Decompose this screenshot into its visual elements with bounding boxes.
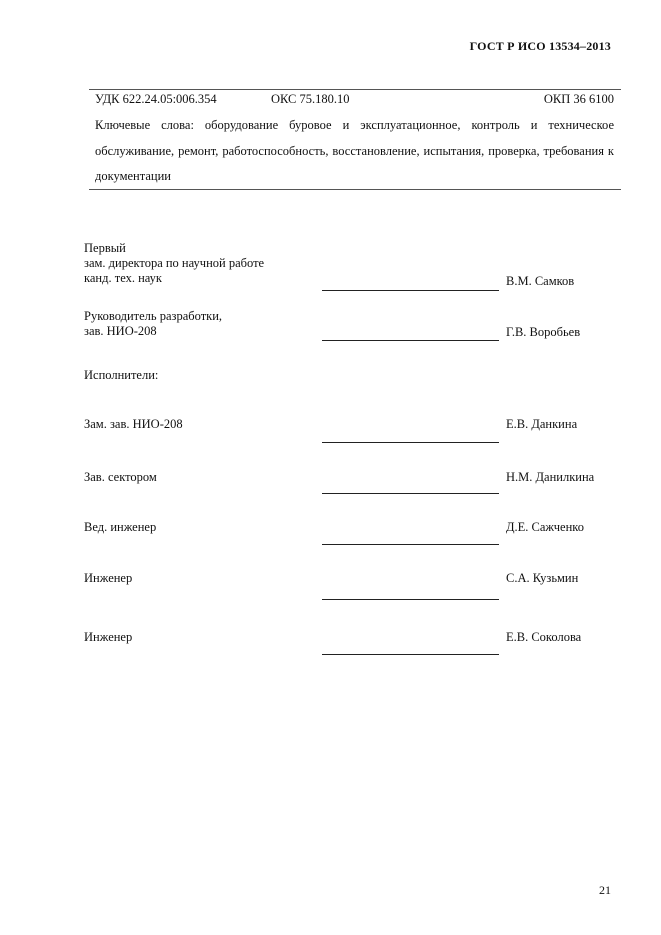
signature-line [322, 442, 499, 443]
oks-code: ОКС 75.180.10 [271, 92, 350, 106]
document-header: ГОСТ Р ИСО 13534–2013 [469, 39, 611, 53]
udk-code: УДК 622.24.05:006.354 [95, 92, 217, 106]
executor-role: Зав. сектором [84, 470, 157, 484]
classification-codes [95, 92, 614, 108]
signature-line [322, 544, 499, 545]
executor-person: Д.Е. Сажченко [506, 520, 584, 534]
top-divider [89, 89, 621, 90]
executor-person: Н.М. Данилкина [506, 470, 595, 484]
signature-role: Руководитель разработки, зав. НИО-208 [84, 309, 223, 338]
signature-line [322, 493, 499, 494]
signature-line [322, 290, 499, 291]
executor-role: Зам. зав. НИО-208 [84, 417, 183, 431]
executor-role: Вед. инженер [84, 520, 157, 534]
page-number: 21 [599, 883, 611, 897]
executor-role: Инженер [84, 571, 133, 585]
bottom-divider [89, 189, 621, 190]
signature-line [322, 340, 499, 341]
executor-person: Е.В. Соколова [506, 630, 582, 644]
executor-person: Е.В. Данкина [506, 417, 578, 431]
executors-heading: Исполнители: [84, 368, 159, 382]
executor-person: С.А. Кузьмин [506, 571, 579, 585]
signature-line [322, 599, 499, 600]
signature-line [322, 654, 499, 655]
okp-code: ОКП 36 6100 [543, 92, 614, 106]
keywords-text: Ключевые слова: оборудование буровое и эксплуатационное, контроль и техническое обслуживание, ремонт, работоспособность, восстановление, испытания, проверка, требования к документации [95, 118, 614, 183]
executor-role: Инженер [84, 630, 133, 644]
signature-role: Первый зам. директора по научной работе канд. тех. наук [84, 241, 265, 285]
signature-person: Г.В. Воробьев [506, 325, 581, 339]
signature-person: В.М. Самков [506, 274, 575, 288]
